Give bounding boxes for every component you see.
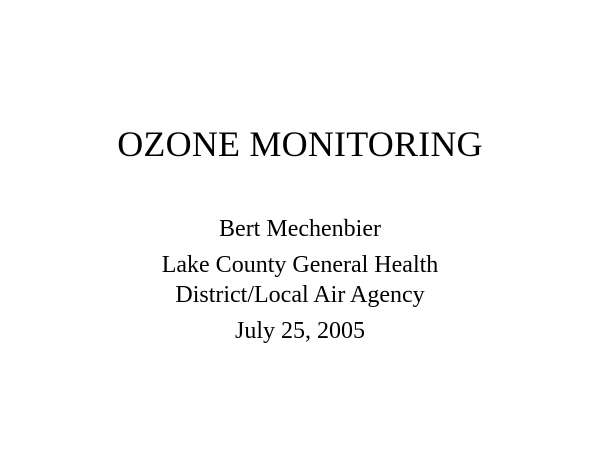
author-name: Bert Mechenbier (219, 216, 381, 242)
slide-title: OZONE MONITORING (117, 124, 483, 164)
presentation-date: July 25, 2005 (234, 318, 365, 344)
organization-line-1: Lake County General Health (161, 252, 439, 278)
organization-line-2: District/Local Air Agency (175, 282, 425, 308)
slide-subtitle (0, 214, 600, 346)
